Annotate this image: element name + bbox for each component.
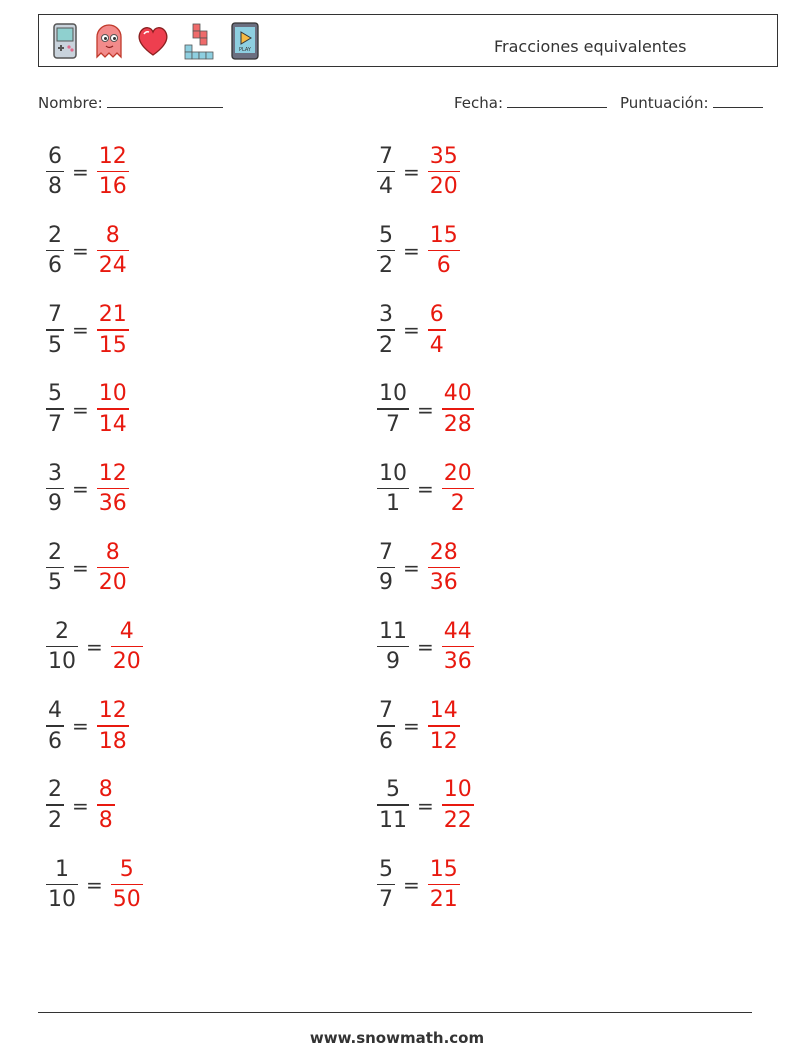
fraction-bar xyxy=(46,804,64,806)
given-fraction xyxy=(46,143,64,200)
problem-left-6 xyxy=(46,536,129,600)
problem-right-3 xyxy=(377,298,446,362)
fraction-bar xyxy=(46,488,64,490)
footer-url: www.snowmath.com xyxy=(309,1029,485,1047)
numerator: 3 xyxy=(48,460,62,486)
answer-fraction xyxy=(97,700,129,753)
answer-denominator: 21 xyxy=(429,887,458,913)
numerator: 2 xyxy=(48,539,62,565)
answer-numerator: 12 xyxy=(98,460,127,486)
answer-numerator: 12 xyxy=(98,698,127,724)
answer-numerator: 15 xyxy=(429,856,458,882)
problem-right-8 xyxy=(377,694,460,758)
answer-numerator: 10 xyxy=(443,777,472,803)
fraction-bar xyxy=(377,646,409,648)
denominator: 10 xyxy=(48,887,76,913)
problem-left-3 xyxy=(46,298,129,362)
denominator: 2 xyxy=(48,807,62,833)
problem-left-10 xyxy=(46,853,143,917)
answer-fraction xyxy=(428,222,460,279)
answer-numerator: 15 xyxy=(429,222,458,248)
fraction-bar xyxy=(377,408,409,410)
problem-left-4 xyxy=(46,378,129,442)
equals-sign: = xyxy=(86,635,103,660)
svg-text:PLAY: PLAY xyxy=(238,47,252,53)
given-fraction xyxy=(46,304,64,357)
fraction-bar xyxy=(377,725,395,727)
fraction-bar xyxy=(97,408,129,410)
answer-denominator: 18 xyxy=(98,728,127,754)
problem-left-9 xyxy=(46,774,115,838)
equals-sign: = xyxy=(72,397,89,422)
answer-fraction xyxy=(428,539,460,596)
answer-numerator: 21 xyxy=(98,302,127,328)
fraction-bar xyxy=(46,171,64,173)
answer-denominator: 24 xyxy=(98,253,127,279)
fraction-bar xyxy=(111,884,143,886)
footer-divider xyxy=(38,1012,752,1013)
denominator: 6 xyxy=(379,728,393,754)
answer-fraction xyxy=(111,618,143,675)
equals-sign: = xyxy=(417,793,434,818)
fraction-bar xyxy=(97,250,129,252)
denominator: 5 xyxy=(48,332,62,358)
numerator: 10 xyxy=(379,381,407,407)
given-fraction xyxy=(377,143,395,200)
given-fraction xyxy=(46,856,78,913)
equals-sign: = xyxy=(72,556,89,580)
answer-numerator: 40 xyxy=(443,381,472,407)
answer-numerator: 12 xyxy=(98,143,127,169)
answer-fraction xyxy=(111,856,143,913)
fraction-bar xyxy=(377,329,395,331)
fraction-bar xyxy=(97,567,129,569)
answer-numerator: 35 xyxy=(429,143,458,169)
denominator: 4 xyxy=(379,174,393,200)
fraction-bar xyxy=(46,725,64,727)
fraction-bar xyxy=(428,329,446,331)
fraction-bar xyxy=(97,804,115,806)
date-label: Fecha: xyxy=(454,94,504,112)
problem-left-2 xyxy=(46,219,129,283)
answer-denominator: 14 xyxy=(98,411,127,437)
answer-numerator: 5 xyxy=(119,856,134,882)
given-fraction xyxy=(377,222,395,279)
numerator: 2 xyxy=(55,618,69,644)
answer-numerator: 8 xyxy=(105,539,120,565)
fraction-bar xyxy=(377,884,395,886)
problem-right-5 xyxy=(377,457,474,521)
score-label: Puntuación: xyxy=(620,94,709,112)
given-fraction xyxy=(377,856,395,913)
fraction-bar xyxy=(377,567,395,569)
equals-sign: = xyxy=(403,872,420,897)
denominator: 7 xyxy=(48,411,62,437)
answer-fraction xyxy=(428,700,460,753)
answer-numerator: 14 xyxy=(429,698,458,724)
answer-fraction xyxy=(97,222,129,279)
problem-right-6 xyxy=(377,536,460,600)
given-fraction xyxy=(377,779,409,832)
fraction-bar xyxy=(377,488,409,490)
answer-denominator: 2 xyxy=(450,491,465,517)
answer-denominator: 50 xyxy=(112,887,141,913)
fraction-bar xyxy=(111,646,143,648)
given-fraction xyxy=(377,304,395,357)
denominator: 8 xyxy=(48,174,62,200)
fraction-bar xyxy=(428,567,460,569)
fraction-bar xyxy=(442,488,474,490)
equals-sign: = xyxy=(72,476,89,501)
denominator: 7 xyxy=(386,411,400,437)
problem-right-1 xyxy=(377,140,460,204)
equals-sign: = xyxy=(72,239,89,264)
answer-denominator: 22 xyxy=(443,807,472,833)
answer-denominator: 20 xyxy=(112,649,141,675)
equals-sign: = xyxy=(403,318,420,343)
denominator: 9 xyxy=(48,491,62,517)
given-fraction xyxy=(377,539,395,596)
denominator: 9 xyxy=(386,649,400,675)
answer-fraction xyxy=(97,143,129,200)
given-fraction xyxy=(377,460,409,517)
answer-denominator: 28 xyxy=(443,411,472,437)
fraction-bar xyxy=(46,567,64,569)
name-label: Nombre: xyxy=(38,94,103,112)
answer-numerator: 8 xyxy=(98,777,113,803)
numerator: 1 xyxy=(55,856,69,882)
numerator: 2 xyxy=(48,222,62,248)
fraction-bar xyxy=(46,329,64,331)
fraction-bar xyxy=(97,171,129,173)
given-fraction xyxy=(46,618,78,675)
denominator: 6 xyxy=(48,253,62,279)
answer-fraction xyxy=(442,383,474,436)
fraction-bar xyxy=(46,646,78,648)
denominator: 2 xyxy=(379,253,393,279)
answer-numerator: 6 xyxy=(429,302,444,328)
answer-fraction xyxy=(97,304,129,357)
denominator: 1 xyxy=(386,491,400,517)
fraction-bar xyxy=(377,171,395,173)
answer-numerator: 10 xyxy=(98,381,127,407)
given-fraction xyxy=(377,383,409,436)
answer-denominator: 20 xyxy=(98,570,127,596)
numerator: 10 xyxy=(379,460,407,486)
answer-numerator: 4 xyxy=(119,618,134,644)
problem-right-10 xyxy=(377,853,460,917)
answer-fraction xyxy=(97,779,115,832)
answer-fraction xyxy=(428,304,446,357)
answer-fraction xyxy=(97,539,129,596)
given-fraction xyxy=(46,383,64,436)
numerator: 5 xyxy=(386,777,400,803)
answer-denominator: 12 xyxy=(429,728,458,754)
given-fraction xyxy=(46,460,64,517)
given-fraction xyxy=(46,222,64,279)
equals-sign: = xyxy=(403,556,420,580)
problem-right-7 xyxy=(377,615,474,679)
fraction-bar xyxy=(442,408,474,410)
answer-fraction xyxy=(442,779,474,832)
answer-fraction xyxy=(428,143,460,200)
fraction-bar xyxy=(377,804,409,806)
answer-denominator: 16 xyxy=(98,174,127,200)
denominator: 2 xyxy=(379,332,393,358)
problem-right-4 xyxy=(377,378,474,442)
fraction-bar xyxy=(428,250,460,252)
numerator: 3 xyxy=(379,302,393,328)
equals-sign: = xyxy=(72,318,89,343)
equals-sign: = xyxy=(403,239,420,264)
numerator: 5 xyxy=(379,856,393,882)
fraction-bar xyxy=(428,725,460,727)
equals-sign: = xyxy=(72,714,89,739)
numerator: 5 xyxy=(48,381,62,407)
answer-fraction xyxy=(97,383,129,436)
numerator: 7 xyxy=(48,302,62,328)
equals-sign: = xyxy=(72,793,89,818)
answer-fraction xyxy=(442,460,474,517)
numerator: 4 xyxy=(48,698,62,724)
given-fraction xyxy=(377,618,409,675)
answer-numerator: 28 xyxy=(429,539,458,565)
fraction-bar xyxy=(442,804,474,806)
problem-left-1 xyxy=(46,140,129,204)
denominator: 7 xyxy=(379,887,393,913)
equals-sign: = xyxy=(417,635,434,660)
equals-sign: = xyxy=(403,714,420,739)
problem-right-2 xyxy=(377,219,460,283)
numerator: 5 xyxy=(379,222,393,248)
denominator: 6 xyxy=(48,728,62,754)
given-fraction xyxy=(377,700,395,753)
problem-left-7 xyxy=(46,615,143,679)
numerator: 7 xyxy=(379,698,393,724)
denominator: 9 xyxy=(379,570,393,596)
given-fraction xyxy=(46,779,64,832)
answer-denominator: 20 xyxy=(429,174,458,200)
problem-right-9 xyxy=(377,774,474,838)
answer-numerator: 44 xyxy=(443,618,472,644)
fraction-bar xyxy=(97,725,129,727)
fraction-bar xyxy=(97,488,129,490)
numerator: 2 xyxy=(48,777,62,803)
denominator: 5 xyxy=(48,570,62,596)
fraction-bar xyxy=(97,329,129,331)
denominator: 10 xyxy=(48,649,76,675)
equals-sign: = xyxy=(72,160,89,184)
given-fraction xyxy=(46,700,64,753)
problem-left-8 xyxy=(46,694,129,758)
fraction-bar xyxy=(46,250,64,252)
numerator: 7 xyxy=(379,539,393,565)
fraction-bar xyxy=(442,646,474,648)
equals-sign: = xyxy=(403,160,420,184)
denominator: 11 xyxy=(379,807,407,833)
fraction-bar xyxy=(46,408,64,410)
answer-fraction xyxy=(428,856,460,913)
numerator: 6 xyxy=(48,143,62,169)
fraction-bar xyxy=(428,171,460,173)
answer-fraction xyxy=(97,460,129,517)
answer-denominator: 15 xyxy=(98,332,127,358)
page-title: Fracciones equivalentes xyxy=(494,37,687,56)
numerator: 7 xyxy=(379,143,393,169)
fraction-bar xyxy=(428,884,460,886)
given-fraction xyxy=(46,539,64,596)
equals-sign: = xyxy=(417,397,434,422)
problem-left-5 xyxy=(46,457,129,521)
equals-sign: = xyxy=(86,872,103,897)
answer-numerator: 8 xyxy=(105,222,120,248)
answer-fraction xyxy=(442,618,474,675)
answer-denominator: 8 xyxy=(98,807,113,833)
answer-numerator: 20 xyxy=(443,460,472,486)
answer-denominator: 36 xyxy=(443,649,472,675)
answer-denominator: 6 xyxy=(436,253,451,279)
fraction-bar xyxy=(377,250,395,252)
answer-denominator: 36 xyxy=(429,570,458,596)
answer-denominator: 4 xyxy=(429,332,444,358)
answer-denominator: 36 xyxy=(98,491,127,517)
numerator: 11 xyxy=(379,618,407,644)
equals-sign: = xyxy=(417,476,434,501)
fraction-bar xyxy=(46,884,78,886)
